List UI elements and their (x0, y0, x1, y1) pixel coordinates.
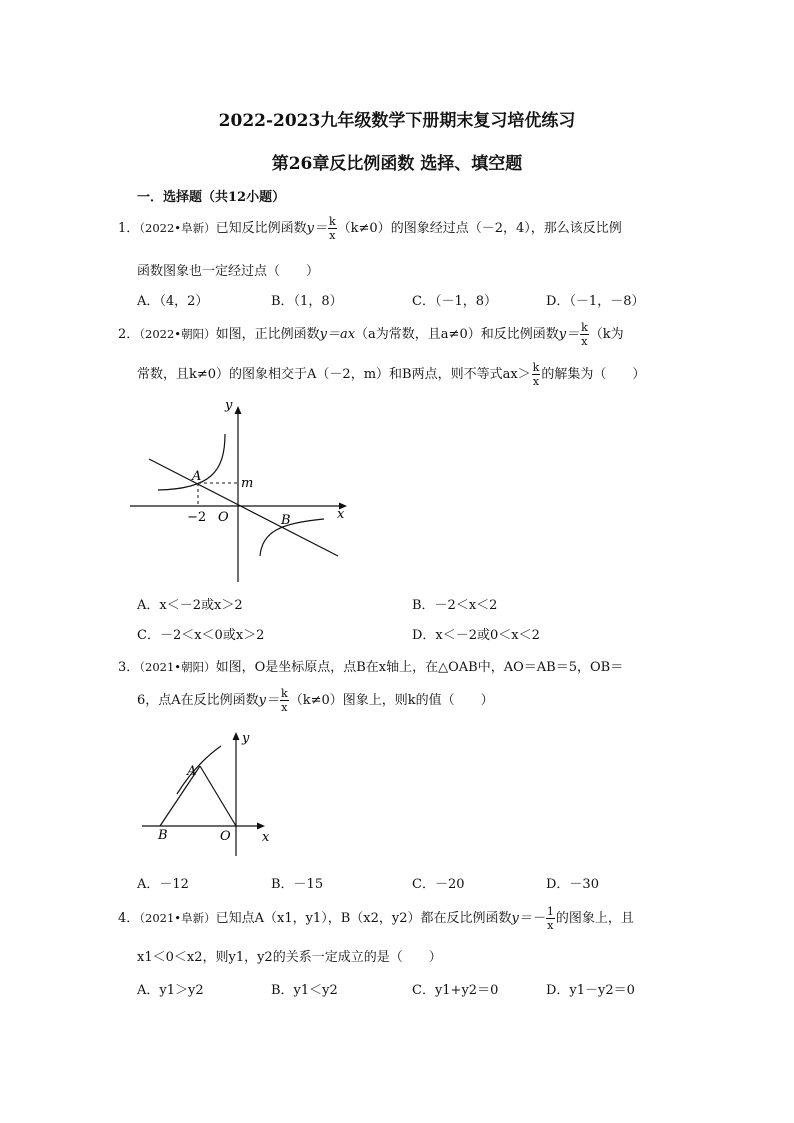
q3-label-origin: O (220, 829, 231, 844)
q4-frac-num: 1 (546, 905, 554, 918)
q3-x-arrow (257, 823, 265, 830)
q2-source: （2022•朝阳） (139, 327, 216, 341)
q3-figure (138, 726, 288, 858)
q3-line2-b: （k≠0）图象上，则k的值（ ） (289, 693, 494, 708)
q4-option-d[interactable]: D．y1－y2＝0 (546, 983, 635, 998)
q4-source: （2021•阜新） (139, 911, 216, 925)
q3-hyperbola (177, 746, 221, 794)
q4-line2: x1＜0＜x2，则y1，y2的关系一定成立的是（ ） (137, 950, 442, 965)
q3-option-b[interactable]: B．－15 (271, 877, 324, 892)
q2-line2-fraction (532, 362, 541, 387)
q1-option-a[interactable]: A．（4，2） (137, 294, 209, 309)
section-heading: 一．选择题（共12小题） (137, 190, 286, 205)
q1-fraction (328, 216, 337, 241)
q2-line1 (118, 322, 624, 347)
q3-line1 (118, 656, 623, 675)
q4-option-c[interactable]: C．y1+y2＝0 (412, 983, 499, 998)
q3-line2-a: 6，点A在反比例函数 (137, 693, 259, 708)
q2-label-a: A (192, 469, 202, 484)
q2-line2 (137, 362, 645, 387)
q2-yeq2: y＝ (558, 327, 580, 342)
document-title: 2022-2023九年级数学下册期末复习培优练习 (218, 111, 576, 131)
q3-line2 (137, 688, 494, 713)
q1-line2: 函数图象也一定经过点（ ） (137, 264, 320, 279)
q4-number: 4． (118, 911, 140, 926)
q3-label-b: B (158, 828, 168, 843)
q2-line2-frac-num: k (532, 361, 540, 374)
q2-number: 2． (118, 327, 140, 342)
q2-option-c[interactable]: C．－2＜x＜0或x＞2 (137, 628, 265, 643)
q1-option-d[interactable]: D．（－1，－8） (546, 294, 645, 309)
q3-label-y: y (242, 731, 250, 746)
q4-text-b: 的图象上，且 (555, 911, 634, 926)
q3-label-a: A (187, 764, 197, 779)
q1-text-a: 已知反比例函数 (215, 221, 307, 236)
q2-linear-graph (149, 459, 338, 556)
q2-option-b[interactable]: B．－2＜x＜2 (412, 598, 498, 613)
q1-option-c[interactable]: C．（－1，8） (412, 294, 497, 309)
q2-label-b: B (281, 513, 291, 528)
q1-number: 1． (118, 221, 140, 236)
q2-frac-num: k (581, 321, 588, 334)
q3-side-ao (200, 766, 236, 826)
q1-text-b: 的图象经过点（－2，4），那么该反比例 (390, 221, 622, 236)
q1-option-b[interactable]: B．（1，8） (271, 294, 343, 309)
q3-source: （2021•朝阳） (139, 660, 216, 674)
q3-y-arrow (233, 732, 240, 740)
q2-frac-den: x (581, 335, 588, 348)
q2-option-d[interactable]: D．x＜－2或0＜x＜2 (412, 628, 540, 643)
q2-line2-a: 常数，且k≠0）的图象相交于A（－2，m）和B两点，则不等式ax＞ (137, 367, 531, 382)
q3-option-c[interactable]: C．－20 (412, 877, 465, 892)
q3-frac-num: k (281, 687, 288, 700)
document-subtitle: 第26章反比例函数 选择、填空题 (271, 154, 523, 174)
q3-yeq: y＝ (258, 693, 280, 708)
q1-yeq: y＝ (306, 221, 327, 236)
q1-cond: （k≠0） (337, 221, 391, 236)
q2-label-x: x (337, 507, 345, 522)
q2-text-c: （k为 (589, 327, 624, 342)
q2-label-origin: O (218, 510, 229, 525)
q3-option-d[interactable]: D．－30 (546, 877, 599, 892)
q2-label-y: y (225, 398, 233, 413)
q4-option-b[interactable]: B．y1＜y2 (271, 983, 338, 998)
q1-source: （2022•阜新） (139, 221, 216, 235)
q3-option-a[interactable]: A．－12 (137, 877, 189, 892)
q2-line2-b: 的解集为（ ） (541, 367, 646, 382)
q3-text: 如图，O是坐标原点，点B在x轴上，在△OAB中，AO＝AB＝5，OB＝ (215, 660, 624, 675)
q3-label-x: x (262, 830, 270, 845)
q2-label-m: m (241, 476, 254, 491)
q3-frac-den: x (281, 701, 288, 714)
q4-line1 (118, 906, 634, 931)
q1-line1 (118, 216, 622, 241)
q2-label-neg2: −2 (187, 510, 207, 525)
q2-yeq1: y＝ax (319, 327, 356, 342)
q2-option-a[interactable]: A．x＜－2或x＞2 (137, 598, 243, 613)
q4-fraction (546, 906, 555, 931)
q4-text-a: 已知点A（x1，y1），B（x2，y2）都在反比例函数 (215, 911, 512, 926)
q2-hyperbola-lower-right (260, 519, 324, 556)
q4-option-a[interactable]: A．y1＞y2 (137, 983, 204, 998)
q2-y-arrow (235, 406, 242, 414)
q1-frac-num: k (328, 215, 336, 228)
q1-frac-den: x (329, 229, 336, 242)
q2-text-a: 如图，正比例函数 (215, 327, 320, 342)
q2-figure (130, 392, 360, 582)
q3-fraction (280, 688, 289, 713)
q2-line2-frac-den: x (532, 375, 540, 388)
q4-yeq: y＝－ (511, 911, 545, 926)
q3-number: 3． (118, 660, 140, 675)
q2-fraction (580, 322, 589, 347)
q4-frac-den: x (547, 919, 554, 932)
q2-text-b: （a为常数，且a≠0）和反比例函数 (355, 327, 559, 342)
